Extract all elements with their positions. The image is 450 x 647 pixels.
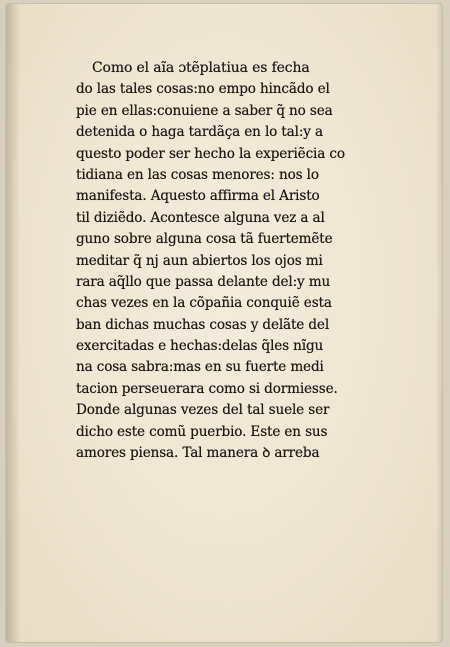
text-line: Como el aĩa ɔtẽplatiua es fecha	[92, 60, 310, 76]
text-line: tidiana en las cosas menores: nos lo	[76, 166, 319, 183]
text-line: na cosa sabra:mas en su fuerte medi	[76, 359, 324, 376]
text-line: tacion perseuerara como si dormiesse.	[76, 380, 338, 397]
text-line: do las tales cosas:no empo hincãdo el	[76, 81, 330, 98]
text-line: til diziẽdo. Acontesce alguna vez a al	[76, 209, 325, 226]
book-page	[6, 4, 442, 642]
text-line: exercitadas e hechas:delas q̃les nĩgu	[76, 338, 324, 355]
text-line: dicho este comũ puerbio. Este en sus	[76, 423, 328, 440]
page-edge	[436, 4, 442, 642]
text-line: rara aq̃llo que passa delante del:y mu	[76, 273, 331, 290]
text-line: detenida o haga tardãça en lo tal:y a	[76, 124, 323, 141]
text-block	[76, 58, 396, 464]
text-line: amores piensa. Tal manera ꝺ arreba	[76, 445, 320, 462]
text-line: ban dichas muchas cosas y delãte del	[76, 316, 330, 333]
text-line: Donde algunas vezes del tal suele ser	[76, 402, 330, 419]
text-line: guno sobre alguna cosa tã fuertemẽte	[76, 231, 333, 248]
text-line: meditar q̃ nj aun abiertos los ojos mi	[76, 252, 323, 269]
text-line: questo poder ser hecho la experiẽcia co	[76, 145, 345, 162]
text-line: pie en ellas:conuiene a saber q̃ no sea	[76, 102, 333, 119]
text-line: manifesta. Aquesto affirma el Aristo	[76, 188, 320, 205]
gutter-shadow	[6, 4, 20, 642]
text-line: chas vezes en la cõpañia conquiẽ esta	[76, 295, 332, 312]
